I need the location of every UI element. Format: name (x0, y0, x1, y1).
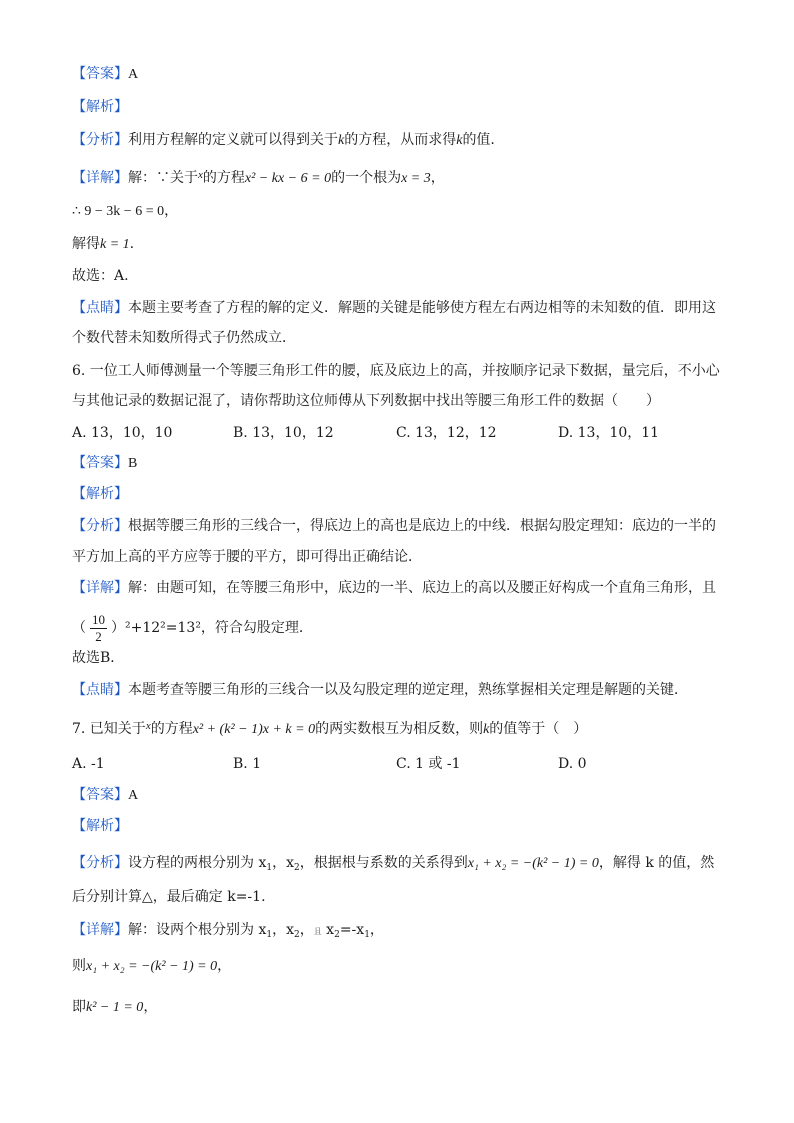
q7-equation: x² + (k² − 1)x + k = 0 (192, 722, 316, 737)
q7-fenxi-2: 后分别计算△，最后确定 k=-1. (72, 889, 266, 905)
q5-answer-line (72, 64, 138, 85)
q6-detail-1: 【详解】解：由题可知，在等腰三角形中，底边的一半、底边上的高以及腰正好构成一个直角三角形，且 (72, 580, 716, 596)
q6-answer-line: 【答案】B (72, 455, 138, 471)
q5-step-1: ∴ 9 − 3k − 6 = 0， (72, 204, 179, 219)
q5-fenxi-line: 【分析】利用方程解的定义就可以得到关于k的方程，从而求得k的值. (72, 132, 495, 148)
q6-dianjing: 【点睛】本题考查等腰三角形的三线合一以及勾股定理的逆定理，熟练掌握相关定理是解题的关键． (72, 682, 688, 698)
q7-detail-1: 【详解】解：设两个根分别为 $x_1$，$x_2$，且 $x_2=-x_1$， (72, 922, 384, 940)
q5-equation: x² − kx − 6 = 0 (244, 171, 332, 186)
q7-answer-value: A (128, 788, 139, 803)
q5-choice: 故选：A. (72, 268, 129, 284)
q7-option-d: D. 0 (558, 756, 587, 772)
q6-analysis-heading: 【解析】 (72, 486, 128, 502)
q5-analysis-heading: 【解析】 (72, 99, 128, 115)
q6-option-c: C. 13，12，12 (396, 425, 497, 441)
q6-stem-1: 6. 一位工人师傅测量一个等腰三角形工件的腰，底及底边上的高，并按顺序记录下数据，量完后，不小心 (72, 363, 720, 379)
q5-dianjing-2: 个数代替未知数所得式子仍然成立． (72, 330, 296, 346)
q7-option-b: B. 1 (233, 756, 262, 772)
q5-step-2: 解得k = 1. (72, 236, 135, 252)
q7-vieta-equation: x₁ + x₂ = −(k² − 1) = 0 (467, 856, 599, 871)
answer-label: 【答案】 (72, 66, 128, 82)
q7-stem: 7. 已知关于$^x$的方程x² + (k² − 1)x + k = 0的两实数根互为相反数，则k的值等于（ ） (72, 720, 588, 737)
q7-analysis-heading: 【解析】 (72, 818, 128, 834)
q6-option-b: B. 13，10，12 (233, 425, 334, 441)
q6-fenxi-2: 平方加上高的平方应等于腰的平方，即可得出正确结论． (72, 549, 422, 565)
q5-detail-line: 【详解】解：∵关于$^x$的方程x² − kx − 6 = 0的一个根为x = 3， (72, 169, 445, 186)
q7-fenxi-1: 【分析】设方程的两根分别为 $x_1$，$x_2$，根据根与系数的关系得到x₁ + x₂ = −(k² − 1) = 0，解得 k 的值，然 (72, 855, 715, 873)
q6-stem-2: 与其他记录的数据记混了，请你帮助这位师傅从下列数据中找出等腰三角形工件的数据（ ） (72, 393, 660, 409)
q5-dianjing-1: 【点睛】本题主要考查了方程的解的定义．解题的关键是能够使方程左右两边相等的未知数的值．即用这 (72, 300, 716, 316)
q7-option-c: C. 1 或 -1 (396, 756, 461, 772)
q7-answer-line: 【答案】A (72, 787, 139, 803)
q7-option-a: A. -1 (72, 756, 105, 772)
q7-detail-2: 则x₁ + x₂ = −(k² − 1) = 0， (72, 958, 232, 974)
fraction-ten-over-two: $\frac{10}{2}$ (92, 611, 105, 644)
q6-option-d: D. 13，10，11 (558, 425, 660, 441)
q6-answer-value: B (128, 456, 138, 471)
q6-detail-2: （ $\frac{10}{2}$ ）²+12²=13²，符合勾股定理． (72, 611, 313, 644)
q5-answer-value: A (128, 67, 139, 82)
q7-detail-3: 即k² − 1 = 0， (72, 999, 158, 1015)
q6-option-a: A. 13，10，10 (72, 425, 173, 441)
q6-choice: 故选B． (72, 650, 125, 666)
q6-fenxi-1: 【分析】根据等腰三角形的三线合一，得底边上的高也是底边上的中线．根据勾股定理知：底边的一半的 (72, 518, 716, 534)
